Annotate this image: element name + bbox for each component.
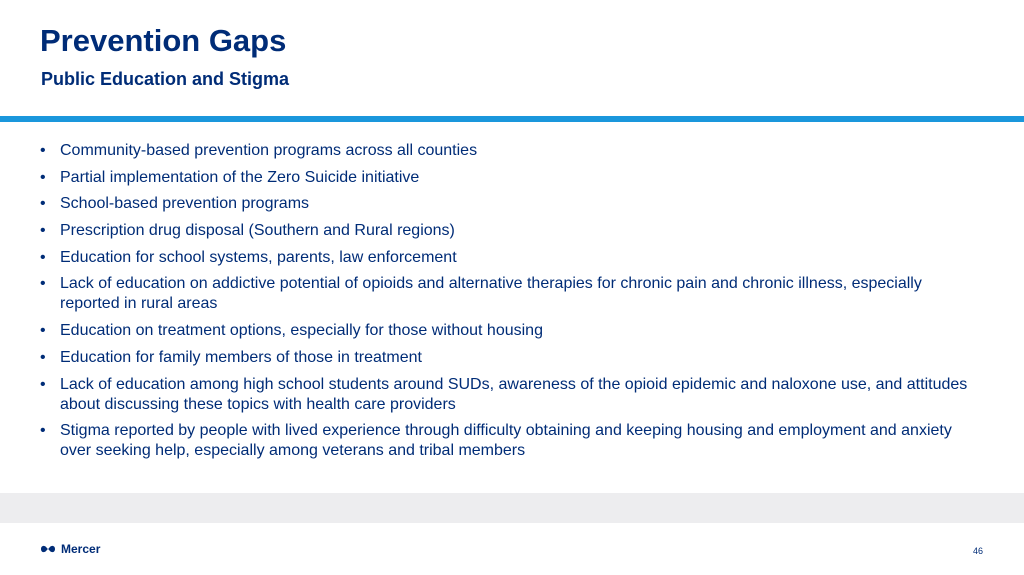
list-item [40, 321, 970, 341]
bullet-icon: • [40, 142, 46, 159]
bullet-text: Education on treatment options, especially for those without housing [60, 322, 543, 340]
logo-text: Mercer [61, 542, 101, 556]
list-item [40, 194, 970, 214]
page-number: 46 [972, 546, 983, 556]
list-item [40, 274, 970, 314]
bullet-text: Community-based prevention programs across all counties [60, 142, 478, 159]
bullet-text: Partial implementation of the Zero Suicide initiative [60, 168, 420, 186]
bullet-text: Stigma reported by people with lived experience through difficulty obtaining and keeping housing and employment and anxiety over seeking help, especially among veterans and tribal members [60, 422, 952, 460]
bullet-text: Education for school systems, parents, law enforcement [60, 248, 457, 266]
mercer-logo [40, 543, 100, 555]
page-title: Prevention Gaps [40, 23, 287, 58]
list-item [40, 141, 970, 161]
bullet-text: Education for family members of those in treatment [60, 348, 422, 366]
page-subtitle: Public Education and Stigma [41, 69, 290, 89]
bullet-icon: • [40, 322, 46, 340]
bullet-icon: • [40, 348, 46, 366]
mercer-logo-icon [40, 544, 56, 554]
bullet-text: School-based prevention programs [60, 195, 310, 213]
bullet-text: Lack of education on addictive potential of opioids and alternative therapies for chronic pain and chronic illness, especially reported in rural areas [60, 275, 922, 313]
bullet-icon: • [40, 375, 46, 393]
bullet-text: Lack of education among high school students around SUDs, awareness of the opioid epidemic and naloxone use, and attitudes about discussing these topics with health care providers [60, 375, 968, 413]
bullet-icon: • [40, 422, 46, 440]
list-item [40, 421, 970, 461]
list-item [40, 248, 970, 268]
list-item [40, 375, 970, 415]
footer-band [0, 493, 1024, 523]
bullet-icon: • [40, 248, 46, 266]
header-divider [0, 116, 1024, 122]
bullet-text: Prescription drug disposal (Southern and Rural regions) [60, 222, 455, 240]
list-item [40, 221, 970, 241]
bullet-icon: • [40, 168, 46, 186]
list-item [40, 348, 970, 368]
bullet-icon: • [40, 195, 46, 213]
bullet-icon: • [40, 275, 46, 293]
bullet-list [40, 141, 970, 468]
bullet-icon: • [40, 222, 46, 240]
list-item [40, 168, 970, 188]
